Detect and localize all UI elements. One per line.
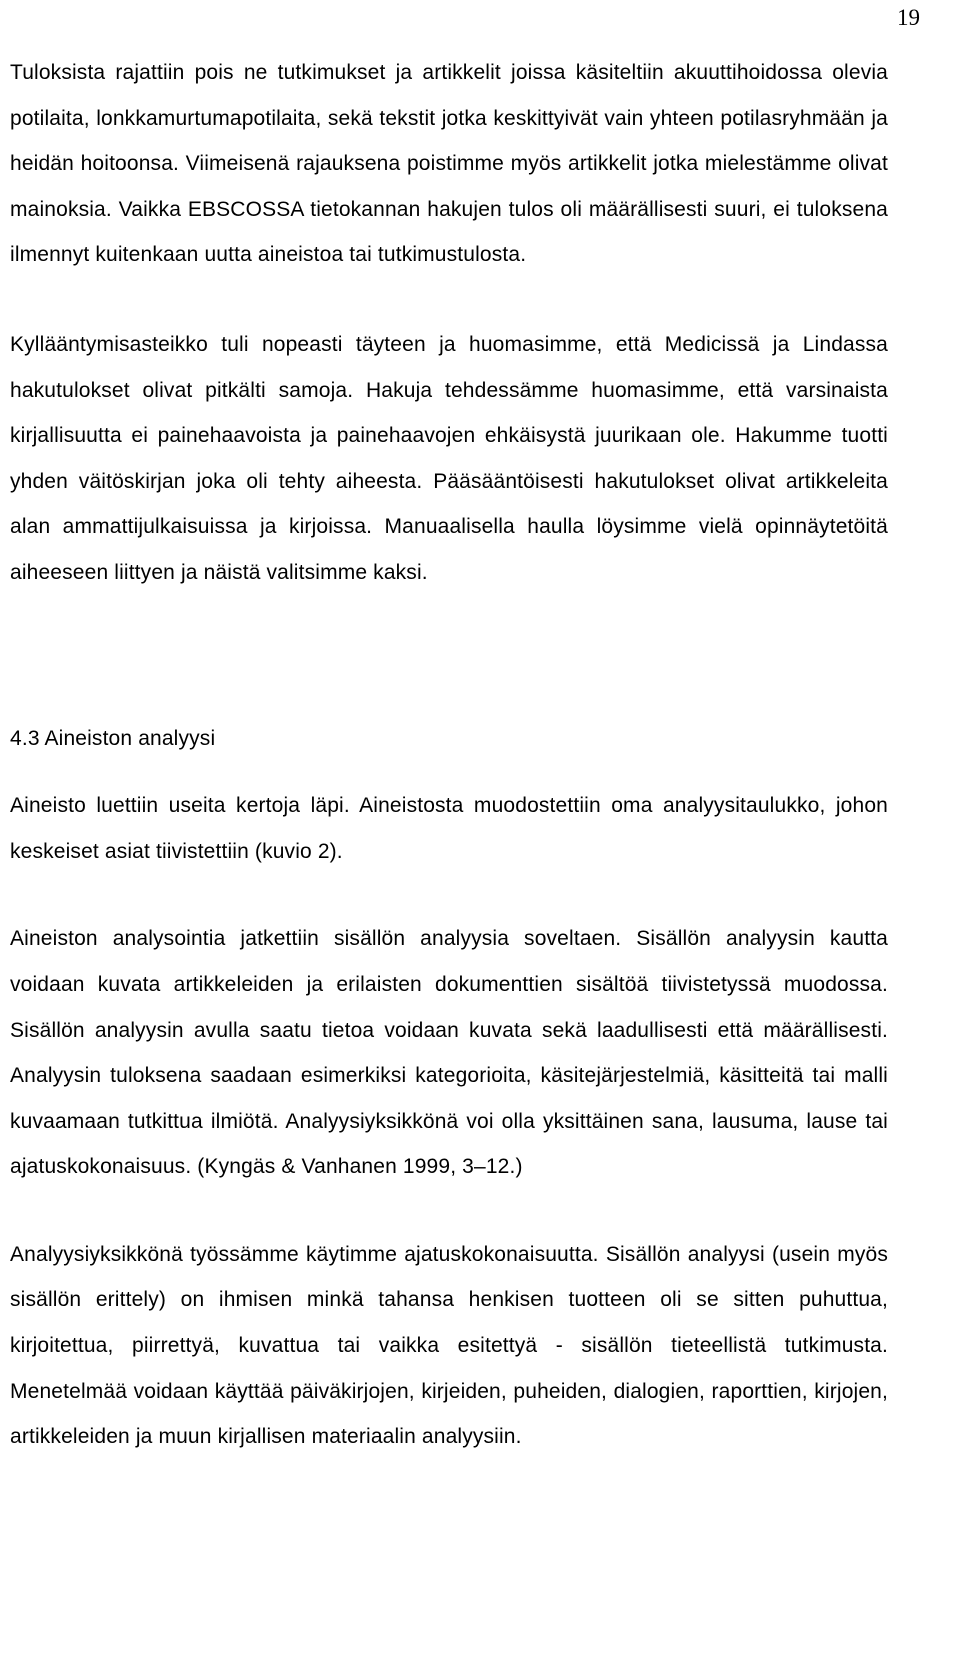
paragraph-saturation: Kyllääntymisasteikko tuli nopeasti täyteen ja huomasimme, että Medicissä ja Lindassa hakutulokset olivat pitkälti samoja. Hakuja tehdessämme huomasimme, että varsinaista kirjallisuutta ei painehaavoista ja painehaavojen ehkäisystä juurikaan ole. Hakumme tuotti yhden väitöskirjan joka oli tehty aiheesta. Pääsääntöisesti hakutulokset olivat artikkeleita alan ammattijulkaisuissa ja kirjoissa. Manuaalisella haulla löysimme vielä opinnäytetöitä aiheeseen liittyen ja näistä valitsimme kaksi. <box>10 332 888 584</box>
page-number: 19 <box>897 5 920 30</box>
section-heading: 4.3 Aineiston analyysi <box>10 726 216 750</box>
paragraph-analysis-unit: Analyysiyksikkönä työssämme käytimme ajatuskokonaisuutta. Sisällön analyysi (usein myös sisällön erittely) on ihmisen minkä tahansa henkisen tuotteen oli se sitten puhuttua, kirjoitettua, piirrettyä, kuvattua tai vaikka esitettyä - sisällön tieteellistä tutkimusta. Menetelmää voidaan käyttää päiväkirjojen, kirjeiden, puheiden, dialogien, raporttien, kirjojen, artikkeleiden ja muun kirjallisen materiaalin analyysiin. <box>10 1242 888 1449</box>
document-body <box>10 50 888 1460</box>
paragraph-content-analysis: Aineiston analysointia jatkettiin sisällön analyysia soveltaen. Sisällön analyysin kautta voidaan kuvata artikkeleiden ja erilaisten dokumenttien sisältöä tiivistetyssä muodossa. Sisällön analyysin avulla saatu tietoa voidaan kuvata sekä laadullisesti että määrällisesti. Analyysin tuloksena saadaan esimerkiksi kategorioita, käsitejärjestelmiä, käsitteitä tai malli kuvaamaan tutkittua ilmiötä. Analyysiyksikkönä voi olla yksittäinen sana, lausuma, lause tai ajatuskokonaisuus. (Kyngäs & Vanhanen 1999, 3–12.) <box>10 927 888 1179</box>
paragraph-analysis-table: Aineisto luettiin useita kertoja läpi. Aineistosta muodostettiin oma analyysitaulukko, johon keskeiset asiat tiivistettiin (kuvio 2). <box>10 794 888 863</box>
paragraph-search-exclusions: Tuloksista rajattiin pois ne tutkimukset ja artikkelit joissa käsiteltiin akuuttihoidossa olevia potilaita, lonkkamurtumapotilaita, sekä tekstit jotka keskittyivät vain yhteen potilasryhmään ja heidän hoitoonsa. Viimeisenä rajauksena poistimme myös artikkelit jotka mielestämme olivat mainoksia. Vaikka EBSCOSSA tietokannan hakujen tulos oli määrällisesti suuri, ei tuloksena ilmennyt kuitenkaan uutta aineistoa tai tutkimustulosta. <box>10 61 888 267</box>
